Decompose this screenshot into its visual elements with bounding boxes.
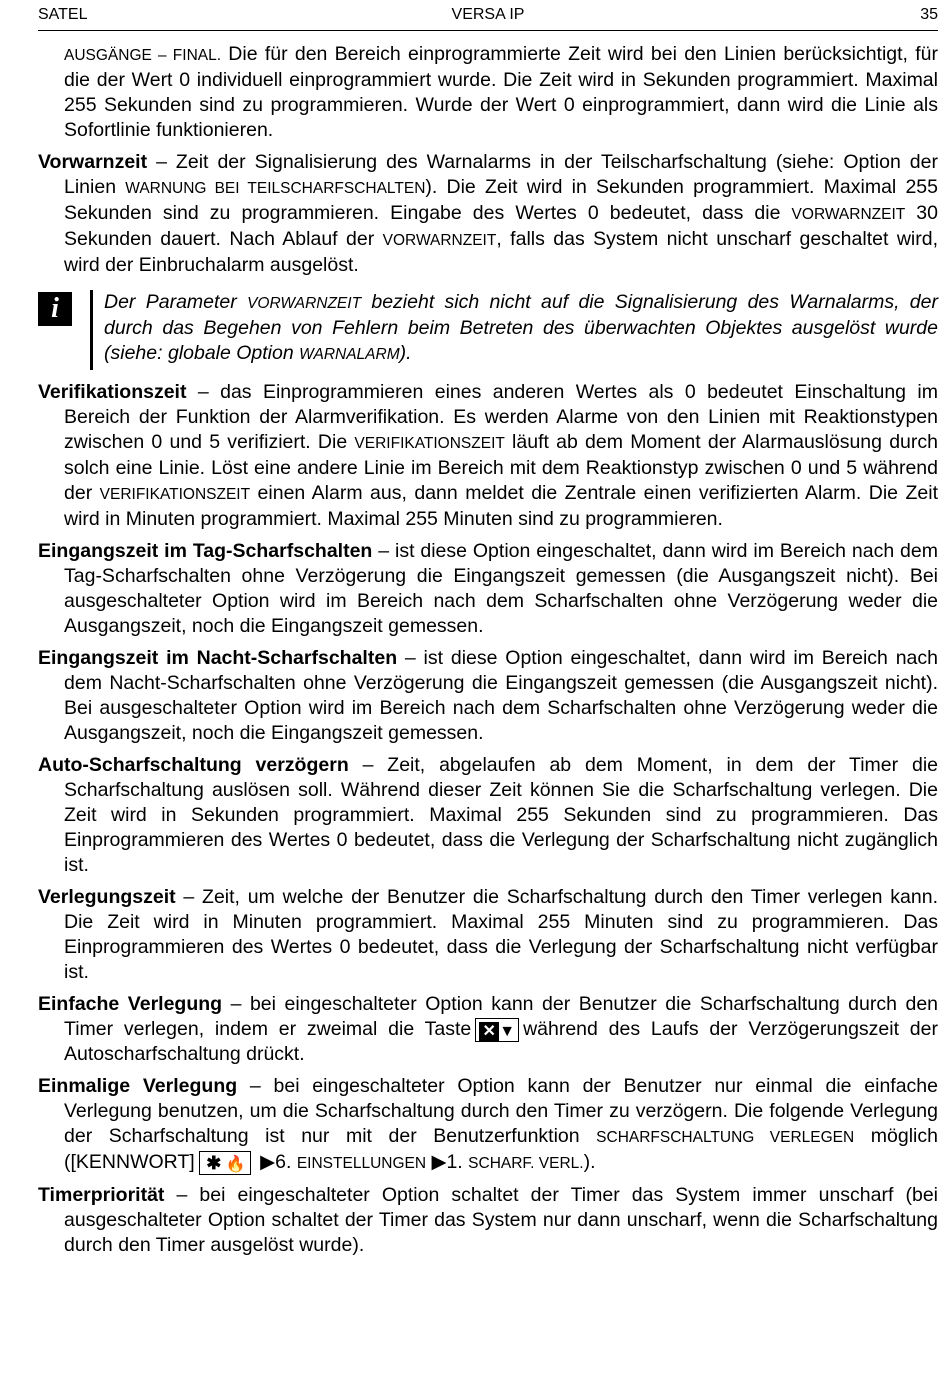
paragraph-auto-scharfschaltung xyxy=(38,753,938,878)
paragraph-text: ▶1. xyxy=(426,1151,469,1173)
page xyxy=(38,0,938,1265)
document-body xyxy=(38,42,938,1258)
info-note xyxy=(38,290,938,370)
x-key-icon: ✕ xyxy=(479,1022,499,1042)
paragraph-einmalige-verlegung xyxy=(38,1074,938,1176)
paragraph-text: ▶6. xyxy=(254,1151,297,1173)
fire-icon: 🔥 xyxy=(225,1155,246,1173)
option-ref: VERIFIKATIONSZEIT xyxy=(354,435,505,452)
paragraph-text: während des Laufs der Verzögerungszeit der Autoscharfschaltung drückt. xyxy=(64,1018,938,1065)
option-ref: VORWARNZEIT xyxy=(791,206,906,223)
paragraph-verlegungszeit xyxy=(38,885,938,985)
note-text-part: Der Parameter xyxy=(104,291,248,313)
function-ref: SCHARFSCHALTUNG VERLEGEN xyxy=(596,1129,855,1146)
paragraph-text: 30 Sekunden dauert. Nach Ablauf der xyxy=(64,202,938,250)
note-text-part: bezieht sich nicht auf die Signalisierung des Warnalarms, der durch das Begehen von Fehlern beim Betreten des überwachten Objektes ausgelöst wurde (siehe: globale Option xyxy=(104,291,938,364)
paragraph-text: – ist diese Option eingeschaltet, dann wird im Bereich nach dem Nacht-Scharfschalten ohne Verzögerung die Eingangszeit gemessen (die Ausgangszeit nicht). Bei ausgeschalteter Option wird im Bereich nach dem Scharfschalten ohne Verzögerung weder die Ausgangszeit, noch die Eingangszeit gemessen. xyxy=(64,647,938,744)
paragraph-text: – ist diese Option eingeschaltet, dann wird im Bereich nach dem Tag-Scharfschalten ohne Verzögerung die Eingangszeit gemessen (die Ausgangszeit nicht). Bei ausgeschalteter Option wird im Bereich nach dem Scharfschalten ohne Verzögerung weder die Ausgangszeit, noch die Eingangszeit gemessen. xyxy=(64,540,938,637)
option-ref: WARNALARM xyxy=(299,346,400,363)
paragraph-vorwarnzeit xyxy=(38,150,938,278)
paragraph-text: ). xyxy=(583,1151,596,1173)
paragraph-einfache-verlegung xyxy=(38,992,938,1067)
note-text-part: ). xyxy=(399,342,412,364)
paragraph-timerprioritaet xyxy=(38,1183,938,1258)
page-header xyxy=(38,0,938,31)
term-ausgaenge-final: AUSGÄNGE – FINAL. xyxy=(64,47,222,64)
paragraph-text: – bei eingeschalteter Option kann der Benutzer nur einmal die einfache Verlegung benutzen, um die Scharfschaltung durch den Timer zu verzögern. Die folgende Verlegung der Scharfschaltung ist nur mit der Benutzerfunktion xyxy=(64,1075,938,1147)
term-einmalige-verlegung: Einmalige Verlegung xyxy=(38,1075,238,1097)
paragraph-verifikationszeit xyxy=(38,380,938,532)
info-icon: i xyxy=(38,292,72,326)
header-title: VERSA IP xyxy=(451,6,525,23)
paragraph-text: – Zeit, abgelaufen ab dem Moment, in dem der Timer die Scharfschaltung auslösen soll. Während dieser Zeit können Sie die Scharfschaltung verlegen. Die Zeit wird in Sekunden programmiert. Maximal 255 Sekunden sind zu programmieren. Das Einprogrammieren des Wertes 0 bedeutet, dass die Verlegung der Scharfschaltung nicht zugänglich ist. xyxy=(64,754,938,876)
paragraph-text: – das Einprogrammieren eines anderen Wertes als 0 bedeutet Einschaltung im Bereich der Funktion der Alarmverifikation. Es werden Alarme von den Linien mit Reaktionstypen zwischen 0 und 5 verifiziert. Die xyxy=(64,381,938,453)
menu-ref: SCHARF. VERL. xyxy=(468,1155,584,1172)
paragraph-text: – bei eingeschalteter Option schaltet der Timer das System immer unscharf (bei ausgeschalteter Option schaltet der Timer das System nur dann unscharf, wenn die Scharfschaltung durch den Timer ausgelöst wurde). xyxy=(64,1184,938,1256)
term-vorwarnzeit: Vorwarnzeit xyxy=(38,151,148,173)
paragraph-text: Die für den Bereich einprogrammierte Zeit wird bei den Linien berücksichtigt, für die der Wert 0 individuell einprogrammiert wurde. Die Zeit wird in Sekunden programmiert. Maximal 255 Sekunden sind zu programmieren. Wurde der Wert 0 einprogrammiert, dann wird die Linie als Sofortlinie funktionieren. xyxy=(64,43,938,141)
paragraph-text: möglich ([KENNWORT] xyxy=(64,1125,938,1173)
keypad-key-x-down xyxy=(475,1018,519,1042)
note-divider xyxy=(90,290,93,370)
term-verifikationszeit: Verifikationszeit xyxy=(38,381,187,403)
note-text xyxy=(104,290,938,367)
term-timerprioritaet: Timerpriorität xyxy=(38,1184,165,1206)
paragraph-text: , falls das System nicht unscharf geschaltet wird, wird der Einbruchalarm ausgelöst. xyxy=(64,228,938,276)
menu-ref: EINSTELLUNGEN xyxy=(296,1155,427,1172)
keypad-key-star-fire xyxy=(199,1151,251,1175)
paragraph-text: einen Alarm aus, dann meldet die Zentrale einen verifizierten Alarm. Die Zeit wird in Minuten programmiert. Maximal 255 Minuten sind zu programmieren. xyxy=(64,482,938,530)
option-ref: VORWARNZEIT xyxy=(382,232,497,249)
paragraph-text: ). Die Zeit wird in Sekunden programmiert. Maximal 255 Sekunden sind zu programmieren. Eingabe des Wertes 0 bedeutet, dass die xyxy=(64,176,938,224)
paragraph-eingangszeit-nacht xyxy=(38,646,938,746)
term-eingangszeit-nacht: Eingangszeit im Nacht-Scharfschalten xyxy=(38,647,398,669)
page-number: 35 xyxy=(920,6,938,23)
paragraph-text: – Zeit der Signalisierung des Warnalarms in der Teilscharfschaltung (siehe: Option der Linien xyxy=(64,151,938,198)
arrow-down-icon: ▼ xyxy=(499,1022,516,1040)
paragraph-text: – Zeit, um welche der Benutzer die Scharfschaltung durch den Timer verlegen kann. Die Zeit wird in Minuten programmiert. Maximal 255 Minuten sind zu programmieren. Das Einprogrammieren des Wertes 0 bedeutet, dass die Verlegung der Scharfschaltung nicht verfügbar ist. xyxy=(64,886,938,983)
term-eingangszeit-tag: Eingangszeit im Tag-Scharfschalten xyxy=(38,540,373,562)
header-brand: SATEL xyxy=(38,6,88,23)
option-ref: WARNUNG BEI TEILSCHARFSCHALTEN xyxy=(125,180,426,197)
term-auto-scharfschaltung: Auto-Scharfschaltung verzögern xyxy=(38,754,349,776)
option-ref: VORWARNZEIT xyxy=(247,295,362,312)
paragraph-text: läuft ab dem Moment der Alarmauslösung durch solch eine Linie. Löst eine andere Linie im Bereich mit dem Reaktionstyp zwischen 0 und 5 während der xyxy=(64,431,938,504)
star-key-icon: ✱ xyxy=(206,1152,222,1173)
term-verlegungszeit: Verlegungszeit xyxy=(38,886,176,908)
paragraph-ausgaenge xyxy=(38,42,938,143)
paragraph-text: – bei eingeschalteter Option kann der Benutzer die Scharfschaltung durch den Timer verlegen, indem er zweimal die Taste xyxy=(64,993,939,1040)
option-ref: VERIFIKATIONSZEIT xyxy=(99,486,251,503)
paragraph-eingangszeit-tag xyxy=(38,539,938,639)
term-einfache-verlegung: Einfache Verlegung xyxy=(38,993,223,1015)
